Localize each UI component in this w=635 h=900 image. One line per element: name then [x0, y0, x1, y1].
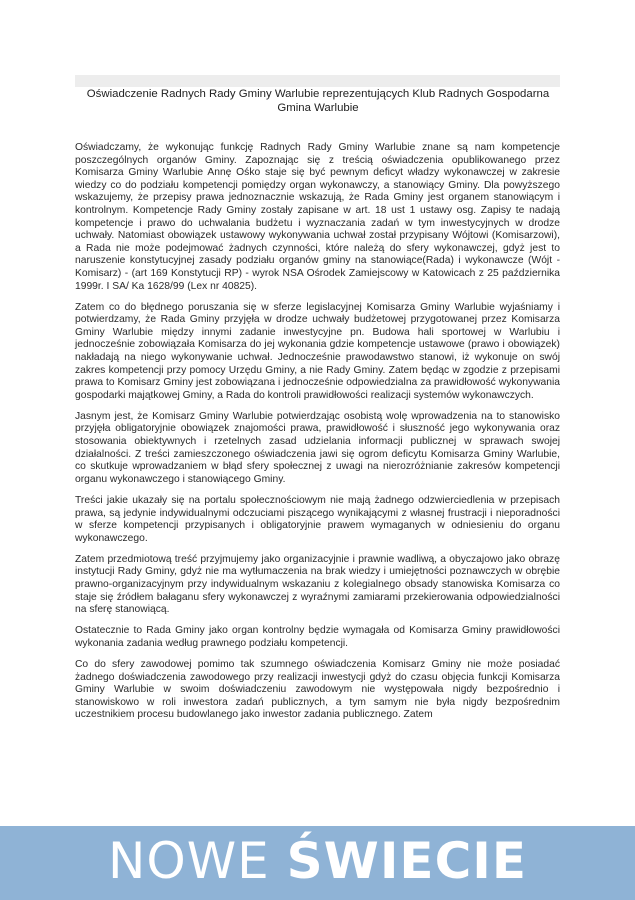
paragraph: Treści jakie ukazały się na portalu społecznościowym nie mają żadnego odzwierciedlenia w przepisach prawa, są jedynie indywidualnymi odczuciami piszącego wynikającymi z własnej frustracji i nieporadności w sferze kompetencji przypisanych i obligatoryjnie prawem wymaganych w odniesieniu do organu wykonawczego. [75, 494, 560, 544]
paragraph: Oświadczamy, że wykonując funkcję Radnych Rady Gminy Warlubie znane są nam kompetencje poszczególnych organów Gminy. Zapoznając się z treścią oświadczenia opublikowanego przez Komisarza Gminy Warlubie Annę Ośko staje się być pewnym deficyt władzy wykonawczej w zakresie wiedzy co do podziału kompetencji pomiędzy organ wykonawczy, a stanowiący Gminy. Dla powyższego wskazujemy, że przepisy prawa jednoznacznie wskazują, że Rada Gminy jest organem stanowiącym i kontrolnym. Kompetencje Rady Gminy zostały zapisane w art. 18 ust 1 ustawy osg. Zapisy te nadają kompetencje i prawo do uchwalania budżetu i wyznaczania zadań w tym inwestycyjnych w drodze uchwały. Natomiast obowiązek ustawowy wykonywania uchwał został przypisany Wójtowi (Komisarzowi), a Rada nie może podejmować żadnych czynności, które należą do sfery wykonawczej, gdyż jest to naruszenie konstytucyjnej zasady podziału organów gminy na stanowiące(Rada) i wykonawcze (Wójt - Komisarz) - (art 169 Konstytucji RP) - wyrok NSA Ośrodek Zamiejscowy w Katowicach z 25 października 1999r. I SA/ Ka 1628/99 (Lex nr 40825). [75, 142, 560, 292]
paragraph: Ostatecznie to Rada Gminy jako organ kontrolny będzie wymagała od Komisarza Gminy prawidłowości wykonania zadania według prawnego podziału kompetencji. [75, 625, 560, 649]
brand-word-swiecie: ŚWIECIE [286, 832, 528, 890]
header-bar [75, 75, 560, 87]
paragraph: Co do sfery zawodowej pomimo tak szumnego oświadczenia Komisarz Gminy nie może posiadać żadnego doświadczenia zawodowego przy realizacji inwestycji gdyż do czasu objęcia funkcji Komisarza Gminy Warlubie w swoim doświadczeniu zawodowym nie występowała nigdy bezpośrednio i stanowiskowo w roli inwestora zadań publicznych, a tym samym nie była nigdy bezpośrednim uczestnikiem procesu budowlanego jako inwestor zadania publicznego. Zatem [75, 658, 560, 721]
brand-word-nowe: NOWE [107, 832, 270, 890]
document-body [75, 142, 560, 730]
brand-logo [0, 832, 635, 890]
document-title: Oświadczenie Radnych Rady Gminy Warlubie reprezentujących Klub Radnych Gospodarna Gmina Warlubie [86, 88, 550, 114]
paragraph: Zatem co do błędnego poruszania się w sferze legislacyjnej Komisarza Gminy Warlubie wyjaśniamy i potwierdzamy, że Rada Gminy przyjęła w drodze uchwały budżetowej przygotowanej przez Komisarza Gminy Warlubie między innymi zadanie inwestycyjne pn. Budowa hali sportowej w Warlubiu i jednocześnie zobowiązała Komisarza do jej wykonania gdzie kompetencje ustawowe (prawo i obowiązek) nakładają na niego wykonywanie uchwał. Jednocześnie prawodawstwo stanowi, iż wykonuje on swój zakres kompetencji przy pomocy Urzędu Gminy, a nie Rady Gminy. Zatem będąc w zgodzie z przepisami prawa to Komisarz Gminy jest zobowiązana i jednocześnie odpowiedzialna za prawidłowość wykonywania gospodarki majątkowej Gminy, a Rada do kontroli prawidłowości realizacji systemów wykonawczych. [75, 301, 560, 401]
paragraph: Zatem przedmiotową treść przyjmujemy jako organizacyjnie i prawnie wadliwą, a obyczajowo jako obrazę instytucji Rady Gminy, gdyż nie ma wytłumaczenia na brak wiedzy i umiejętności poznawczych w obrębie prawno-organizacyjnym przy indywidualnym wskazaniu z kolegialnego obsady stanowiska Komisarza co staje się źródłem bałaganu sfery wykonawczej z wyraźnymi zamiarami przekierowania odpowiedzialności na sferę stanowiącą. [75, 553, 560, 616]
paragraph: Jasnym jest, że Komisarz Gminy Warlubie potwierdzając osobistą wolę wprowadzenia na to stanowisko przyjęła obligatoryjnie obowiązek znajomości prawa, prawidłowość i słuszność jego wykonywania oraz stosowania obiektywnych i rzetelnych zasad udzielania informacji publicznej w sprawach swojej działalności. Z treści zamieszczonego oświadczenia jawi się ogrom deficytu Komisarza Gminy Warlubie, co skutkuje wprowadzaniem w błąd sfery społecznej z uwagi na nierozróżnianie zakresów kompetencji organu wykonawczego i stanowiącego Gminy. [75, 410, 560, 485]
